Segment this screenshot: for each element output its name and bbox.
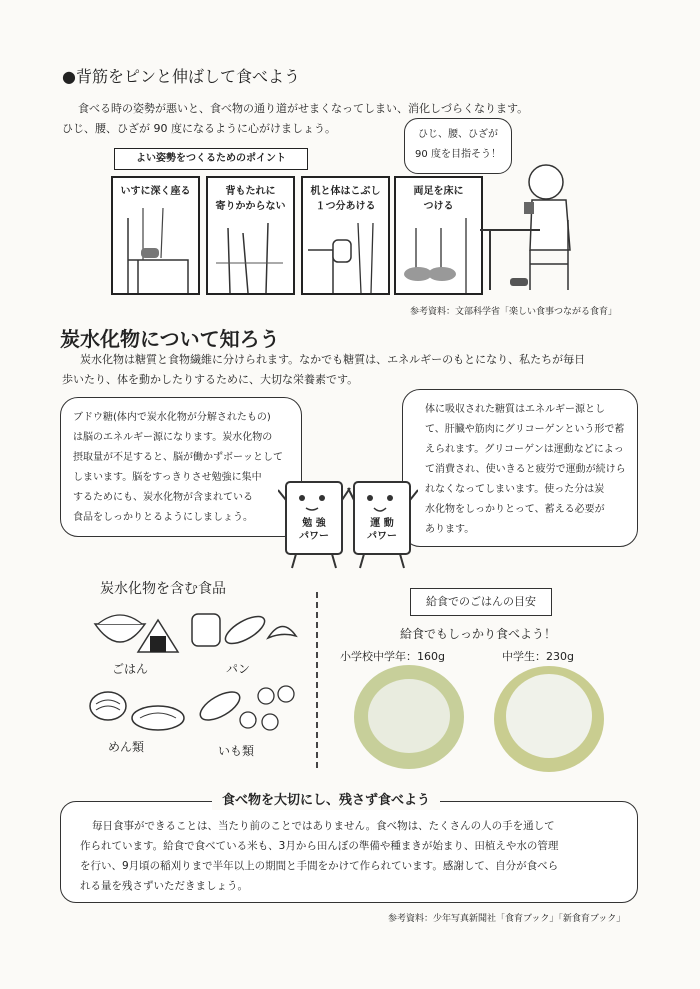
waste-line-2: 作られています。給食で食べている米も、3月から田んぼの準備や種まきが始まり、田植えや水の管理 (80, 840, 559, 852)
posture-speech-line-2: 90 度を目指そう！ (415, 149, 501, 160)
muscle-bubble-line-2: て、肝臓や筋肉にグリコーゲンという形で蓄 (425, 424, 625, 435)
lunch-box-title: 給食でのごはんの目安 (410, 588, 552, 616)
back-straight-illustration (208, 178, 293, 293)
rice-bowl-160g (354, 665, 464, 769)
study-power-line-2: パワー (299, 531, 329, 542)
posture-intro-line-2: ひじ、腰、ひざが 90 度になるように心がけましょう。 (62, 122, 336, 135)
posture-panel-2-label-1: 背もたれに (225, 186, 276, 197)
brain-bubble-line-3: 摂取量が不足すると、脳が働かずボーッとして (73, 452, 283, 463)
food-bread-label: パン (226, 662, 251, 676)
lunch-subtitle: 給食でもしっかり食べよう！ (400, 627, 557, 641)
lunch-junior-amount: 中学生：230g (502, 650, 574, 663)
waste-line-4: れる量を残さずいただきましょう。 (80, 880, 248, 892)
brain-bubble-line-4: しまいます。脳をすっきりさせ勉強に集中 (73, 472, 262, 483)
waste-line-3: を行い、9月頃の稲刈りまで半年以上の期間と手間をかけて作られています。感謝して、自分が食べら (80, 860, 559, 872)
fist-distance-illustration (303, 178, 388, 293)
rice-bowl-230g (494, 666, 604, 772)
posture-speech-line-1: ひじ、腰、ひざが (418, 129, 498, 140)
waste-title: 食べ物を大切にし、残さず食べよう (212, 792, 440, 810)
posture-intro-line-1: 食べる時の姿勢が悪いと、食べ物の通り道がせまくなってしまい、消化しづらくなります。 (78, 102, 529, 115)
muscle-energy-bubble (402, 389, 638, 547)
carbs-intro-line-1: 炭水化物は糖質と食物繊維に分けられます。なかでも糖質は、エネルギーのもとになり、私たちが毎日 (80, 353, 586, 366)
brain-bubble-line-2: は脳のエネルギー源になります。炭水化物の (73, 432, 273, 443)
posture-panel-2-label-2: 寄りかからない (215, 201, 286, 212)
muscle-bubble-line-3: えられます。グリコーゲンは運動などによっ (425, 444, 624, 455)
posture-panel-4-label-1: 両足を床に (413, 186, 464, 197)
waste-source: 参考資料：少年写真新聞社「食育ブック」「新食育ブック」 (388, 914, 626, 924)
food-potato-label: いも類 (218, 744, 255, 758)
foods-title: 炭水化物を含む食品 (100, 581, 226, 597)
potato-icon (198, 684, 308, 734)
carbs-intro-line-2: 歩いたり、体を動かしたりするために、大切な栄養素です。 (62, 373, 359, 386)
posture-panel-1 (111, 176, 200, 295)
sport-power-line-2: パワー (367, 531, 397, 542)
posture-panel-1-label: いすに深く座る (120, 186, 191, 197)
study-power-label (286, 517, 342, 543)
brain-bubble-line-6: 食品をしっかりとるようにしましょう。 (73, 512, 253, 523)
brain-bubble-line-1: ブドウ糖(体内で炭水化物が分解されたもの) (73, 412, 271, 423)
chair-sitting-illustration (113, 178, 198, 293)
posture-source: 参考資料：文部科学省「楽しい食事つながる食育」 (410, 307, 618, 317)
lunch-elementary-amount: 小学校中学年：160g (340, 650, 445, 663)
posture-panel-4 (394, 176, 483, 295)
noodles-icon (88, 688, 188, 736)
child-eating-illustration (480, 160, 620, 290)
muscle-bubble-line-4: て消費され、使いきると疲労で運動が続けら (425, 464, 626, 475)
sport-power-label (354, 517, 410, 543)
bread-icon (190, 606, 300, 656)
waste-line-1: 毎日食事ができることは、当たり前のことではありません。食べ物は、たくさんの人の手を通して (92, 820, 555, 832)
food-rice-label: ごはん (112, 662, 149, 676)
brain-bubble-line-5: するためにも、炭水化物が含まれている (73, 492, 253, 503)
posture-panel-3-label-2: １つ分あける (315, 201, 376, 212)
posture-panel-3-label-1: 机と体はこぶし (310, 186, 381, 197)
sport-power-line-1: 運 動 (370, 518, 394, 529)
posture-points-title: よい姿勢をつくるためのポイント (114, 148, 308, 170)
food-noodles-label: めん類 (108, 740, 145, 754)
brain-energy-bubble (60, 397, 302, 537)
waste-text (80, 816, 558, 896)
study-power-line-1: 勉 強 (302, 518, 326, 529)
posture-panel-4-label-2: つける (423, 201, 454, 212)
muscle-bubble-line-7: あります。 (425, 524, 475, 535)
muscle-bubble-line-6: 水化物をしっかりとって、蓄える必要が (425, 504, 605, 515)
posture-title: ●背筋をピンと伸ばして食べよう (62, 67, 300, 86)
section-divider (316, 592, 318, 768)
rice-bowl-icon (90, 602, 180, 662)
posture-panel-3 (301, 176, 390, 295)
feet-on-floor-illustration (396, 178, 481, 293)
carbs-title: 炭水化物について知ろう (60, 327, 280, 351)
muscle-bubble-line-5: れなくなってしまいます。使った分は炭 (425, 484, 605, 495)
muscle-bubble-line-1: 体に吸収された糖質はエネルギー源とし (425, 404, 605, 415)
posture-panel-2 (206, 176, 295, 295)
